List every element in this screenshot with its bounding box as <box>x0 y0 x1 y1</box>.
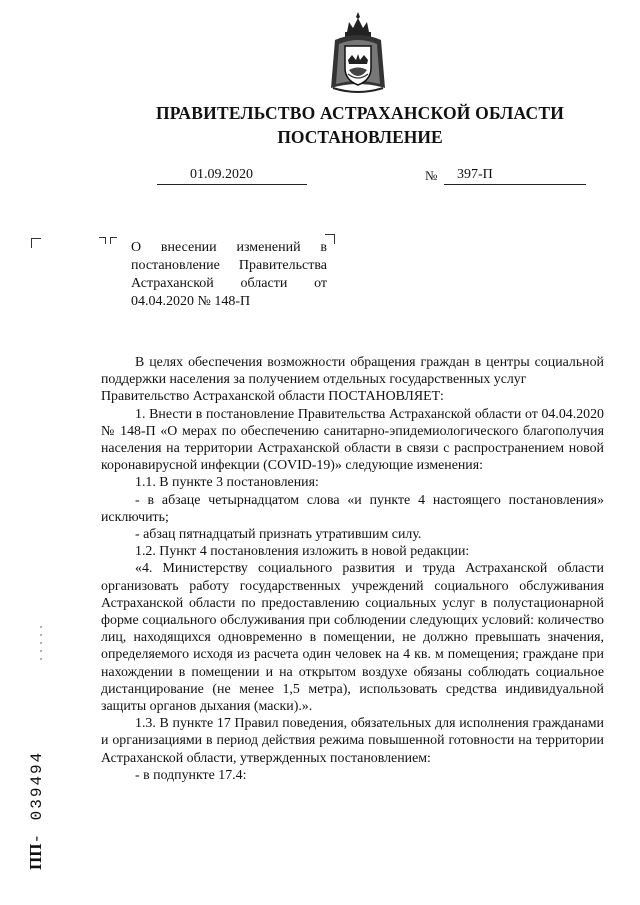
date-underline <box>157 184 307 185</box>
date-field <box>157 167 307 187</box>
coat-of-arms-icon <box>327 10 389 96</box>
number-underline <box>444 184 586 185</box>
body-paragraph: 1.2. Пункт 4 постановления изложить в новой редакции: <box>135 544 470 560</box>
subject-line: О внесении изменений в <box>131 240 327 255</box>
body-paragraph: 1. Внести в постановление Правительства Астраханской области от 04.04.2020 № 148-П «О мерах по обеспечению санитарно-эпидемиологического благополучия населения на территории Астраханской области в связи с распространением новой коронавирусной инфекции (COVID-19)» следующие изменения: <box>101 406 604 474</box>
body-paragraph: - в подпункте 17.4: <box>135 767 247 783</box>
preamble-paragraph: В целях обеспечения возможности обращения граждан в центры социальной поддержки населения за получением отдельных государственных услуг <box>101 355 604 388</box>
body-paragraph: 1.3. В пункте 17 Правил поведения, обязательных для исполнения гражданами и организациями в период действия режима повышенной готовности на территории Астраханской области, утвержденных постановлением: <box>101 716 604 766</box>
subject-line: постановление Правительства <box>131 258 327 273</box>
subject-line: 04.04.2020 № 148-П <box>131 294 251 309</box>
body-paragraph: 1.1. В пункте 3 постановления: <box>135 475 319 491</box>
body-paragraph: - абзац пятнадцатый признать утратившим силу. <box>135 527 422 543</box>
organization-title: ПРАВИТЕЛЬСТВО АСТРАХАНСКОЙ ОБЛАСТИ <box>155 103 565 123</box>
resolution-clause: Правительство Астраханской области ПОСТАНОВЛЯЕТ: <box>101 389 444 405</box>
number-sign: № <box>425 168 438 183</box>
margin-tick-marks <box>40 626 42 666</box>
document-number: 397-П <box>457 167 493 182</box>
corner-bracket-subject-a <box>99 237 106 244</box>
document-date: 01.09.2020 <box>190 167 253 182</box>
corner-bracket-subject-b <box>110 237 117 244</box>
document-body <box>101 354 604 784</box>
corner-bracket-left <box>31 238 41 248</box>
serial-stamp <box>26 751 46 870</box>
body-paragraph: - в абзаце четырнадцатом слова «и пункте 4 настоящего постановления» исключить; <box>101 492 604 525</box>
body-paragraph: «4. Министерству социального развития и труда Астраханской области организовать работу государственных учреждений социального обслуживания Астраханской области по предоставлению социальных услуг в полустационарной форме социального обслуживания при соблюдении следующих условий: количество лиц, находящихся одновременно в помещении, не должно превышать значения, определяемого исходя из расчета один человек на 4 кв. м помещения; граждане при нахождении в помещении и на открытом воздухе обязаны соблюдать социальное дистанцирование (не менее 1,5 метра), использовать средства индивидуальной защиты органов дыхания (маски).». <box>101 561 604 715</box>
document-type-title: ПОСТАНОВЛЕНИЕ <box>277 127 443 147</box>
subject-line: Астраханской области от <box>131 276 327 291</box>
document-subject <box>131 239 327 311</box>
serial-number: - 039494 <box>28 750 46 844</box>
serial-prefix: ПП <box>26 843 45 870</box>
number-field <box>444 167 586 187</box>
